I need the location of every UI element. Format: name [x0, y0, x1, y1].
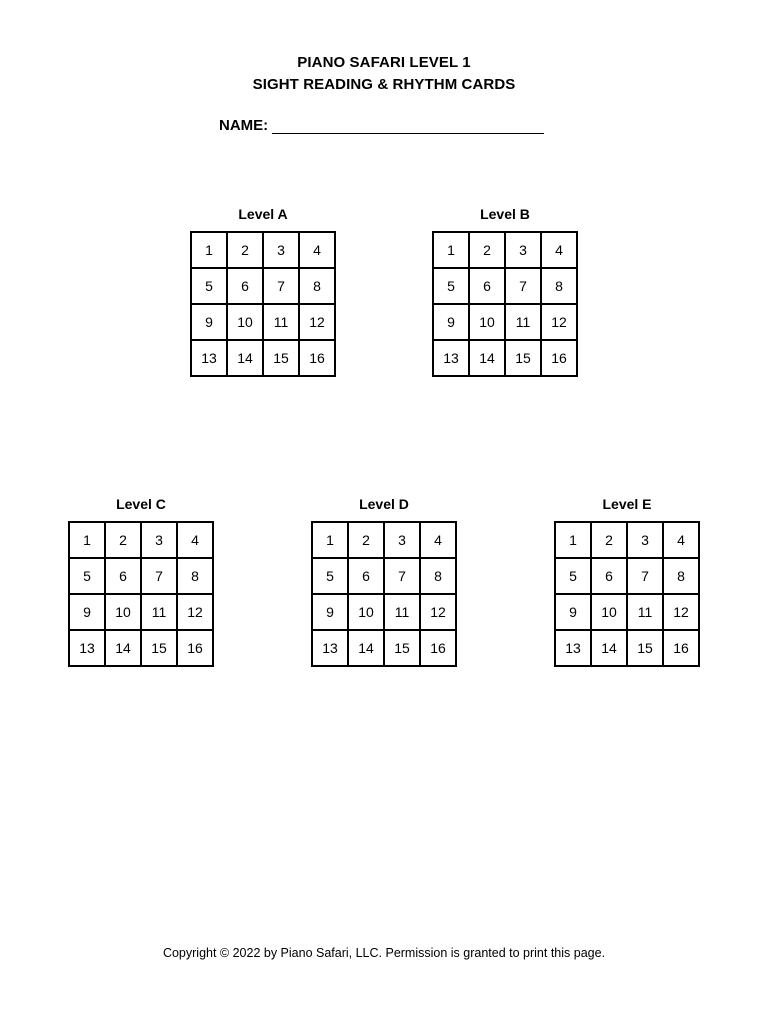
- grid-cell: 1: [192, 233, 228, 269]
- grid-cell: 11: [264, 305, 300, 341]
- name-blank-line[interactable]: [272, 119, 544, 134]
- grid-cell: 6: [592, 559, 628, 595]
- grid-cell: 9: [313, 595, 349, 631]
- grid-cell: 16: [178, 631, 214, 667]
- grid-cell: 3: [628, 523, 664, 559]
- grid-cell: 4: [178, 523, 214, 559]
- grid-cell: 7: [142, 559, 178, 595]
- grid-cell: 15: [628, 631, 664, 667]
- grid-cell: 13: [434, 341, 470, 377]
- grid-cell: 3: [385, 523, 421, 559]
- grid-cell: 9: [192, 305, 228, 341]
- grid-cell: 2: [106, 523, 142, 559]
- grid-cell: 1: [434, 233, 470, 269]
- level-b-block: [432, 205, 578, 377]
- level-c-block: [68, 495, 214, 667]
- grid-cell: 10: [592, 595, 628, 631]
- grid-cell: 1: [70, 523, 106, 559]
- grid-cell: 4: [542, 233, 578, 269]
- grid-cell: 12: [664, 595, 700, 631]
- level-grid: [554, 521, 700, 667]
- grid-cell: 7: [506, 269, 542, 305]
- level-label: Level D: [359, 496, 409, 512]
- grid-cell: 4: [421, 523, 457, 559]
- copyright-notice: Copyright © 2022 by Piano Safari, LLC. Permission is granted to print this page.: [162, 946, 606, 960]
- grid-cell: 5: [70, 559, 106, 595]
- grid-cell: 16: [542, 341, 578, 377]
- level-grid: [432, 231, 578, 377]
- grid-cell: 14: [349, 631, 385, 667]
- grid-cell: 6: [106, 559, 142, 595]
- grid-cell: 6: [470, 269, 506, 305]
- grid-cell: 10: [470, 305, 506, 341]
- grid-cell: 14: [470, 341, 506, 377]
- grid-cell: 15: [385, 631, 421, 667]
- page-title: PIANO SAFARI LEVEL 1: [297, 54, 471, 71]
- grid-cell: 14: [228, 341, 264, 377]
- grid-cell: 9: [70, 595, 106, 631]
- level-label: Level E: [602, 496, 652, 512]
- grid-cell: 10: [228, 305, 264, 341]
- grid-cell: 16: [664, 631, 700, 667]
- grid-cell: 13: [313, 631, 349, 667]
- grid-cell: 4: [300, 233, 336, 269]
- grid-cell: 12: [542, 305, 578, 341]
- grid-cell: 10: [106, 595, 142, 631]
- level-d-block: [311, 495, 457, 667]
- grid-cell: 2: [228, 233, 264, 269]
- grid-cell: 9: [556, 595, 592, 631]
- grid-cell: 12: [421, 595, 457, 631]
- grid-cell: 2: [349, 523, 385, 559]
- grid-cell: 5: [556, 559, 592, 595]
- grid-cell: 8: [542, 269, 578, 305]
- grid-cell: 8: [178, 559, 214, 595]
- grid-cell: 5: [434, 269, 470, 305]
- grid-cell: 1: [556, 523, 592, 559]
- name-row: [219, 117, 544, 134]
- level-label: Level B: [480, 206, 530, 222]
- grid-cell: 9: [434, 305, 470, 341]
- level-a-block: [190, 205, 336, 377]
- grid-cell: 3: [264, 233, 300, 269]
- level-grid: [68, 521, 214, 667]
- grid-cell: 12: [300, 305, 336, 341]
- grid-cell: 12: [178, 595, 214, 631]
- grid-cell: 7: [628, 559, 664, 595]
- grid-cell: 8: [664, 559, 700, 595]
- level-grid: [190, 231, 336, 377]
- grid-cell: 7: [385, 559, 421, 595]
- grid-cell: 16: [421, 631, 457, 667]
- grid-cell: 10: [349, 595, 385, 631]
- grid-cell: 5: [313, 559, 349, 595]
- grid-cell: 11: [385, 595, 421, 631]
- level-e-block: [554, 495, 700, 667]
- level-label: Level A: [238, 206, 288, 222]
- grid-cell: 4: [664, 523, 700, 559]
- grid-cell: 8: [421, 559, 457, 595]
- grid-cell: 11: [628, 595, 664, 631]
- grid-cell: 8: [300, 269, 336, 305]
- grid-cell: 11: [506, 305, 542, 341]
- grid-cell: 2: [592, 523, 628, 559]
- grid-cell: 2: [470, 233, 506, 269]
- grid-cell: 14: [106, 631, 142, 667]
- grid-cell: 15: [142, 631, 178, 667]
- grid-cell: 3: [506, 233, 542, 269]
- grid-cell: 7: [264, 269, 300, 305]
- grid-cell: 13: [70, 631, 106, 667]
- level-grid: [311, 521, 457, 667]
- page-subtitle: SIGHT READING & RHYTHM CARDS: [252, 76, 516, 93]
- grid-cell: 15: [264, 341, 300, 377]
- name-label: NAME:: [219, 117, 269, 134]
- level-label: Level C: [116, 496, 166, 512]
- grid-cell: 15: [506, 341, 542, 377]
- grid-cell: 5: [192, 269, 228, 305]
- grid-cell: 11: [142, 595, 178, 631]
- grid-cell: 13: [192, 341, 228, 377]
- grid-cell: 14: [592, 631, 628, 667]
- grid-cell: 3: [142, 523, 178, 559]
- grid-cell: 6: [349, 559, 385, 595]
- grid-cell: 13: [556, 631, 592, 667]
- grid-cell: 6: [228, 269, 264, 305]
- grid-cell: 1: [313, 523, 349, 559]
- grid-cell: 16: [300, 341, 336, 377]
